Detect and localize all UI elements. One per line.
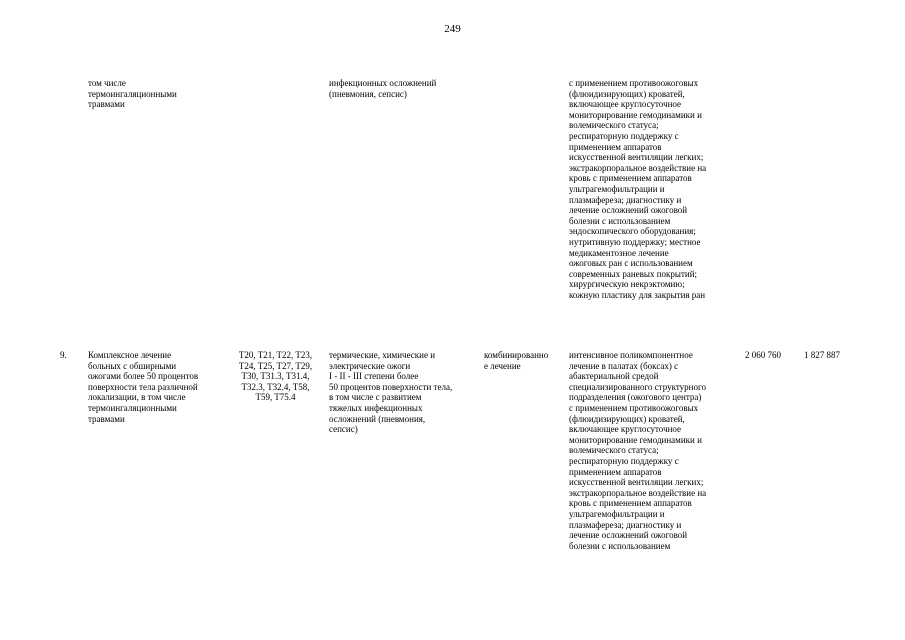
row-9-number: 9. xyxy=(60,350,67,360)
page-number: 249 xyxy=(444,23,461,35)
row-9-method: интенсивное поликомпонентное лечение в палатах (боксах) с абактериальной средой специализированного структурного подразделения (ожогового центра) с применением противоожоговых (флюидизирующих) кроватей, включающее круглосуточное мониторирование гемодинамики и волемического статуса; респираторную поддержку с применением аппаратов искусственной вентиляции легких; экстракорпоральное воздействие на кровь с применением аппаратов ультрагемофильтрации и плазмафереза; диагностику и лечение осложнений ожоговой болезни с использованием xyxy=(569,350,707,551)
row-9-name: Комплексное лечение больных с обширными ожогами более 50 процентов поверхности тела различной локализации, в том числе термоингаляционными травмами xyxy=(88,350,199,424)
continued-row-model: инфекционных осложнений (пневмония, сепсис) xyxy=(329,78,437,99)
row-9-codes: T20, T21, T22, T23, T24, T25, T27, T29, T30, T31.3, T31.4, T32.3, T32.4, T58, T59, T75.4 xyxy=(238,350,313,403)
row-9-model: термические, химические и электрические ожоги I - II - III степени более 50 процентов поверхности тела, в том числе с развитием тяжелых инфекционных осложнений (пневмония, сепсис) xyxy=(329,350,453,435)
continued-row-method: с применением противоожоговых (флюидизирующих) кроватей, включающее круглосуточное мониторирование гемодинамики и волемического статуса; респираторную поддержку с применением аппаратов искусственной вентиляции легких; экстракорпоральное воздействие на кровь с применением аппаратов ультрагемофильтрации и плазмафереза; диагностику и лечение осложнений ожоговой болезни с использованием эндоскопического оборудования; нутритивную поддержку; местное медикаментозное лечение ожоговых ран с использованием современных раневых покрытий; хирургическую некрэктомию; кожную пластику для закрытия ран xyxy=(569,78,707,300)
row-9-treatment-type: комбинированно е лечение xyxy=(484,350,549,371)
row-9-cost-1: 2 060 760 xyxy=(745,350,781,360)
row-9-cost-2: 1 827 887 xyxy=(804,350,840,360)
continued-row-name: том числе термоингаляционными травмами xyxy=(88,78,177,110)
